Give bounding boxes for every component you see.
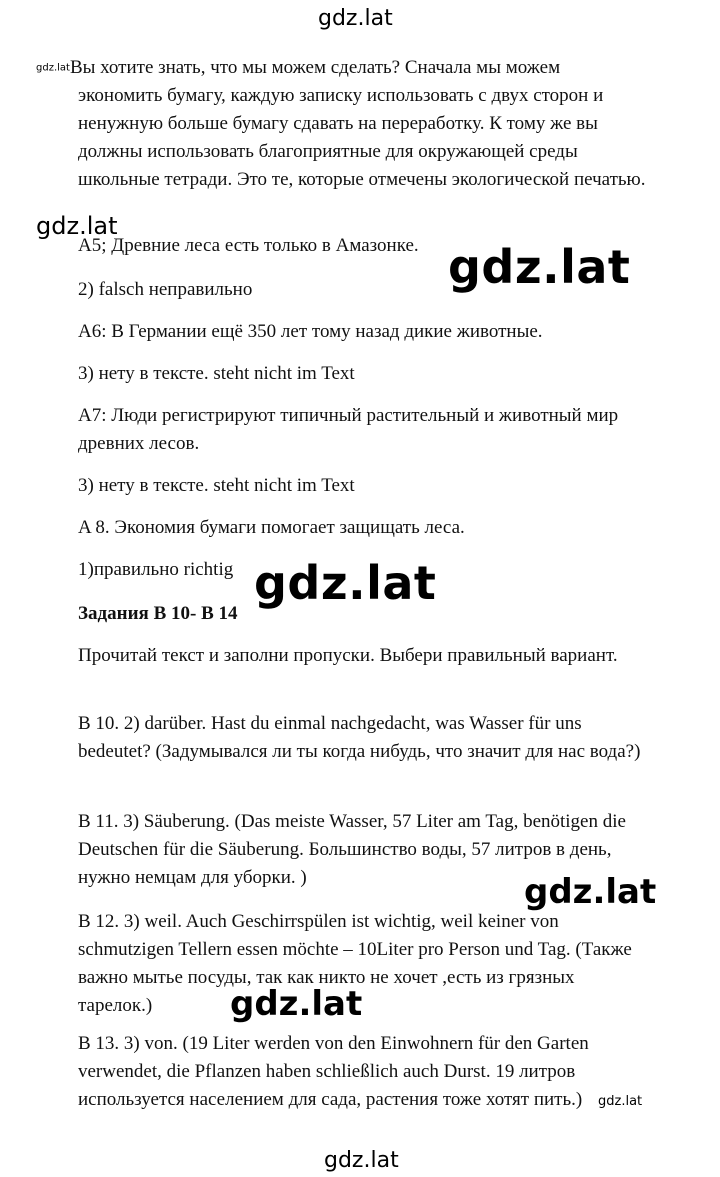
a5-answer: 2) falsch неправильно [78,279,253,300]
b11-item: B 11. 3) Säuberung. (Das meiste Wasser, 57 Liter am Tag, benötigen die Deutschen für die Säuberung. Большинство воды, 57 литров в день, нужно немцам для уборки. ) [78,811,626,888]
intro-first-line [36,54,560,83]
watermark-medium-1: gdz.lat [524,872,657,912]
intro-paragraph-clip [78,82,650,206]
watermark-big-1: gdz.lat [448,240,631,294]
b12-item: B 12. 3) weil. Auch Geschirrspülen ist wichtig, weil keiner von schmutzigen Tellern essen möchte – 10Liter pro Person und Tag. (Также важно мытье посуды, так как никто не хочет ,есть из грязных тарелок.) [78,911,632,1016]
a6-answer: 3) нету в тексте. steht nicht im Text [78,363,355,384]
a6-question: A6: В Германии ещё 350 лет тому назад дикие животные. [78,321,543,342]
watermark-big-2: gdz.lat [254,556,437,610]
watermark-bottom: gdz.lat [324,1148,399,1173]
a8-question: A 8. Экономия бумаги помогает защищать леса. [78,517,465,538]
watermark-inline-small: gdz.lat [36,62,70,74]
intro-paragraph: экономить бумагу, каждую записку использовать с двух сторон и ненужную больше бумагу сдавать на переработку. К тому же вы должны использовать благоприятные для окружающей среды школьные тетради. Это те, которые отмечены экологической печатью. [78,85,646,190]
watermark-inline-small-2: gdz.lat [598,1094,643,1109]
a5-question: A5; Древние леса есть только в Амазонке. [78,235,419,256]
watermark-left: gdz.lat [36,212,118,240]
section-heading: Задания B 10- B 14 [78,603,238,624]
intro-line1-text: Вы хотите знать, что мы можем сделать? Сначала мы можем [69,57,561,78]
a7-question: A7: Люди регистрируют типичный растительный и животный мир древних лесов. [78,405,619,454]
a8-answer: 1)правильно richtig [78,559,234,580]
watermark-top: gdz.lat [318,6,393,31]
b13-item: B 13. 3) von. (19 Liter werden von den Einwohnern für den Garten verwendet, die Pflanzen haben schließlich auch Durst. 19 литров используется населением для сада, растения тоже хотят пить.) [78,1033,589,1110]
section-instruction: Прочитай текст и заполни пропуски. Выбери правильный вариант. [78,645,618,666]
watermark-medium-2: gdz.lat [230,984,363,1024]
b10-item: B 10. 2) darüber. Hast du einmal nachgedacht, was Wasser für uns bedeutet? (Задумывался ли ты когда нибудь, что значит для нас вода?) [78,713,641,762]
a7-answer: 3) нету в тексте. steht nicht im Text [78,475,355,496]
